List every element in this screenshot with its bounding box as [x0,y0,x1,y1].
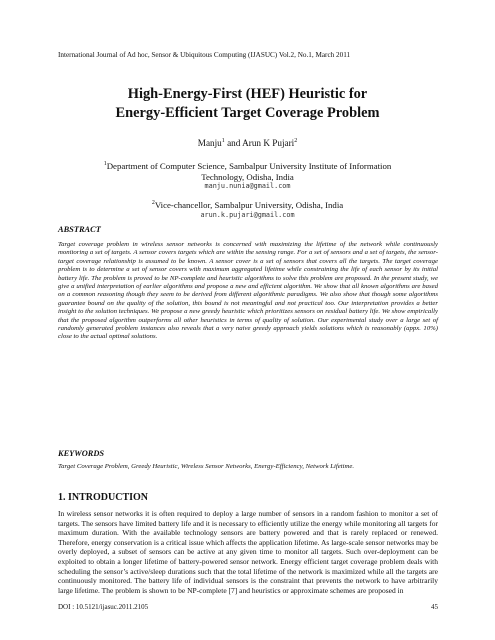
abstract-heading: ABSTRACT [58,225,101,234]
affiliation-1-email: manju.nunia@gmail.com [204,182,291,190]
affiliation-2-line-1: Vice-chancellor, Sambalpur University, Odisha, India [154,200,344,210]
affiliation-1-line-2: Technology, Odisha, India [201,171,294,182]
affiliation-2-marker: 2 [151,200,155,206]
paper-title [40,85,455,123]
affiliation-1-line-1: Department of Computer Science, Sambalpur University Institute of Information [106,161,392,171]
author-2: Arun K Pujari [242,138,295,148]
introduction-text: In wireless sensor networks it is often required to deploy a large number of sensors in a random fashion to monitor a set of targets. The sensors have limited battery life and it is necessary to efficiently utilize the energy while monitoring all targets for maximum duration. With the available technology sensors are battery powered and that is rarely replaced or renewed. Therefore, energy conservation is a critical issue which affects the application lifetime. As large-scale sensor networks may be overly deployed, a subset of sensors can be active at any given time to monitor all targets. Such over-deployment can be exploited to obtain a longer lifetime of battery-powered sensor network. Energy efficient target coverage problem deals with scheduling the sensor’s active/sleep durations such that the total lifetime of the network is maximized while all the targets are continuously monitored. The battery life of individual sensors is the constraint that prevents the network to have arbitrarily large lifetime. The problem is shown to be NP-complete [7] and heuristics or approximate schemes are proposed in [58,509,438,595]
keywords-heading: KEYWORDS [58,449,105,458]
footer-doi: DOI : 10.5121/ijasuc.2011.2105 [58,603,149,611]
affiliation-2-email: arun.k.pujari@gmail.com [200,210,295,219]
author-2-marker: 2 [294,138,298,144]
page-number: 45 [431,603,438,611]
author-1-marker: 1 [221,138,225,144]
keywords-text: Target Coverage Problem, Greedy Heuristic, Wireless Sensor Networks, Energy-Efficiency, Network Lifetime. [58,463,355,470]
title-line-1: High-Energy-First (HEF) Heuristic for [127,86,368,102]
author-1: Manju [197,138,222,148]
affiliation-1-marker: 1 [103,161,107,167]
affiliation-2 [60,198,435,220]
author-joiner: and [224,138,243,148]
affiliation-1 [60,159,435,191]
journal-header: International Journal of Ad hoc, Sensor & Ubiquitous Computing (IJASUC) Vol.2, No.1, March 2011 [58,51,351,59]
author-list [40,135,455,149]
introduction-heading: 1. INTRODUCTION [58,492,149,503]
title-line-2: Energy-Efficient Target Coverage Problem [115,105,380,121]
abstract-text: Target coverage problem in wireless sensor networks is concerned with maximizing the lifetime of the network while continuously monitoring a set of targets. A sensor covers targets which are within the sensing range. For a set of sensors and a set of targets, the sensor-target coverage relationship is assumed to be known. A sensor cover is a set of sensors that covers all the targets. The target coverage problem is to determine a set of sensor covers with maximum aggregated lifetime while constraining the life of each sensor by its initial battery life. The problem is proved to be NP-complete and heuristic algorithms to solve this problem are proposed. In the present study, we give a unified interpretation of earlier algorithms and propose a new and efficient algorithm. We show that all known algorithms are based on a common reasoning though they seem to be derived from different algorithmic paradigms. We also show that though some algorithms guarantee bound on the quality of the solution, this bound is not meaningful and not practical too. Our interpretation provides a better insight to the solution techniques. We propose a new greedy heuristic which prioritizes sensors on residual battery life. We show empirically that the proposed algorithm outperforms all other heuristics in terms of quality of solution. Our experimental study over a large set of randomly generated problem instances also reveals that a very naive greedy approach yields solutions which is reasonably (appx. 10%) close to the actual optimal solutions. [58,241,438,341]
